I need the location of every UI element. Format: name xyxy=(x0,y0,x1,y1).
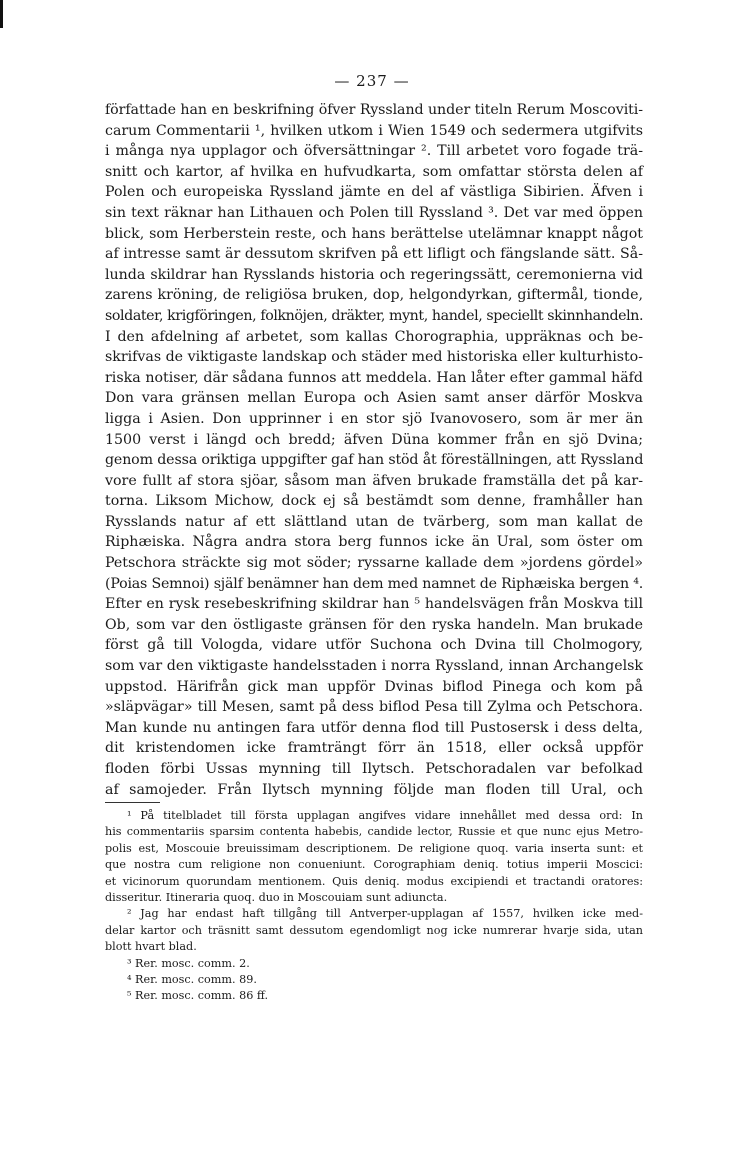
footnote-line: ⁵ Rer. mosc. comm. 86 ff. xyxy=(127,989,269,1003)
body-line: »släpvägar» till Mesen, samt på dess biflod Pesa till Zylma och Petschora. xyxy=(105,699,643,716)
body-line: zarens kröning, de religiösa bruken, dop, helgondyrkan, giftermål, tionde, xyxy=(105,287,643,304)
body-line: Petschora sträckte sig mot söder; ryssarne kallade dem »jordens gördel» xyxy=(105,555,643,572)
body-line: i många nya upplagor och öfversättningar ². Till arbetet voro fogade trä- xyxy=(105,143,643,160)
body-line: af intresse samt är dessutom skrifven på ett lifligt och fängslande sätt. Så- xyxy=(105,246,643,263)
body-line: soldater, krigföringen, folknöjen, dräkter, mynt, handel, speciellt skinnhandeln. xyxy=(105,307,644,324)
footnotes xyxy=(105,808,643,1005)
page-number: — 237 — xyxy=(334,72,410,90)
footnote-line: delar kartor och träsnitt samt dessutom egendomligt nog icke numrerar hvarje sida, utan xyxy=(105,923,643,937)
body-line: I den afdelning af arbetet, som kallas Chorographia, uppräknas och be- xyxy=(105,328,643,345)
body-line: genom dessa oriktiga uppgifter gaf han stöd åt föreställningen, att Ryssland xyxy=(105,452,644,469)
footnote-line: ¹ På titelbladet till första upplagan angifves vidare innehållet med dessa ord: In xyxy=(127,809,643,822)
body-line: torna. Liksom Michow, dock ej så bestämdt som denne, framhåller han xyxy=(105,493,643,510)
body-line: skrifvas de viktigaste landskap och städer med historiska eller kulturhisto- xyxy=(105,349,643,366)
footnote-line: his commentariis sparsim contenta habebis, candide lector, Russie et que nunc ejus Metro- xyxy=(105,825,643,839)
body-line: riska notiser, där sådana funnos att meddela. Han låter efter gammal häfd xyxy=(105,369,643,386)
body-line: floden förbi Ussas mynning till Ilytsch. Petschoradalen var befolkad xyxy=(105,761,643,777)
body-line: Riphæiska. Några andra stora berg funnos icke än Ural, som öster om xyxy=(105,534,643,551)
footnote-line: et vicinorum quorundam mentionem. Quis deniq. modus excipiendi et tractandi oratores: xyxy=(105,874,643,888)
footnote-line: blott hvart blad. xyxy=(105,940,197,954)
body-line: ligga i Asien. Don upprinner i en stor sjö Ivanovosero, som är mer än xyxy=(105,410,643,427)
scan-edge-mark xyxy=(0,0,3,28)
footnote-line: disseritur. Itineraria quoq. duo in Moscouiam sunt adiuncta. xyxy=(105,891,448,905)
body-text xyxy=(105,100,643,800)
body-line: carum Commentarii ¹, hvilken utkom i Wien 1549 och sedermera utgifvits xyxy=(105,122,643,139)
body-line: Polen och europeiska Ryssland jämte en del af västliga Sibirien. Äfven i xyxy=(105,184,643,201)
body-line: sin text räknar han Lithauen och Polen till Ryssland ³. Det var med öppen xyxy=(105,204,643,221)
body-line: blick, som Herberstein reste, och hans berättelse utelämnar knappt något xyxy=(105,225,643,242)
footnote-line: que nostra cum religione non conueniunt. Corographiam deniq. totius imperii Moscici: xyxy=(105,858,643,872)
footnote-divider xyxy=(105,802,160,803)
body-line: Rysslands natur af ett slättland utan de tvärberg, som man kallat de xyxy=(105,513,643,530)
footnote-line: ² Jag har endast haft tillgång till Antverper-upplagan af 1557, hvilken icke med- xyxy=(127,907,643,921)
body-line: vore fullt af stora sjöar, såsom man äfven brukade framställa det på kar- xyxy=(105,472,643,489)
body-line: 1500 verst i längd och bredd; äfven Düna kommer från en sjö Dvina; xyxy=(105,431,643,448)
body-line: Ob, som var den östligaste gränsen för den ryska handeln. Man brukade xyxy=(105,616,643,633)
body-line: författade han en beskrifning öfver Ryssland under titeln Rerum Moscoviti- xyxy=(105,102,643,118)
body-line: uppstod. Härifrån gick man uppför Dvinas biflod Pinega och kom på xyxy=(105,678,643,695)
footnote-line: ⁴ Rer. mosc. comm. 89. xyxy=(127,973,257,987)
body-line: Efter en rysk resebeskrifning skildrar han ⁵ handelsvägen från Moskva till xyxy=(105,596,643,613)
body-line: (Poias Semnoi) själf benämner han dem med namnet de Riphæiska bergen ⁴. xyxy=(105,575,644,592)
body-line: dit kristendomen icke framträngt förr än 1518, eller också uppför xyxy=(105,740,643,757)
body-line: Don vara gränsen mellan Europa och Asien samt anser därför Moskva xyxy=(105,390,643,407)
body-line: först gå till Vologda, vidare utför Suchona och Dvina till Cholmogory, xyxy=(105,637,643,654)
footnote-line: polis est, Moscouie breuissimam descriptionem. De religione quoq. varia inserta sunt: et xyxy=(105,841,643,855)
body-line: af samojeder. Från Ilytsch mynning följde man floden till Ural, och xyxy=(105,781,643,798)
footnote-line: ³ Rer. mosc. comm. 2. xyxy=(127,956,250,970)
body-line: som var den viktigaste handelsstaden i norra Ryssland, innan Archangelsk xyxy=(105,658,643,675)
body-line: Man kunde nu antingen fara utför denna flod till Pustosersk i dess delta, xyxy=(105,719,643,736)
body-line: snitt och kartor, af hvilka en hufvudkarta, som omfattar största delen af xyxy=(105,163,643,180)
body-line: lunda skildrar han Rysslands historia och regeringssätt, ceremonierna vid xyxy=(105,266,643,283)
